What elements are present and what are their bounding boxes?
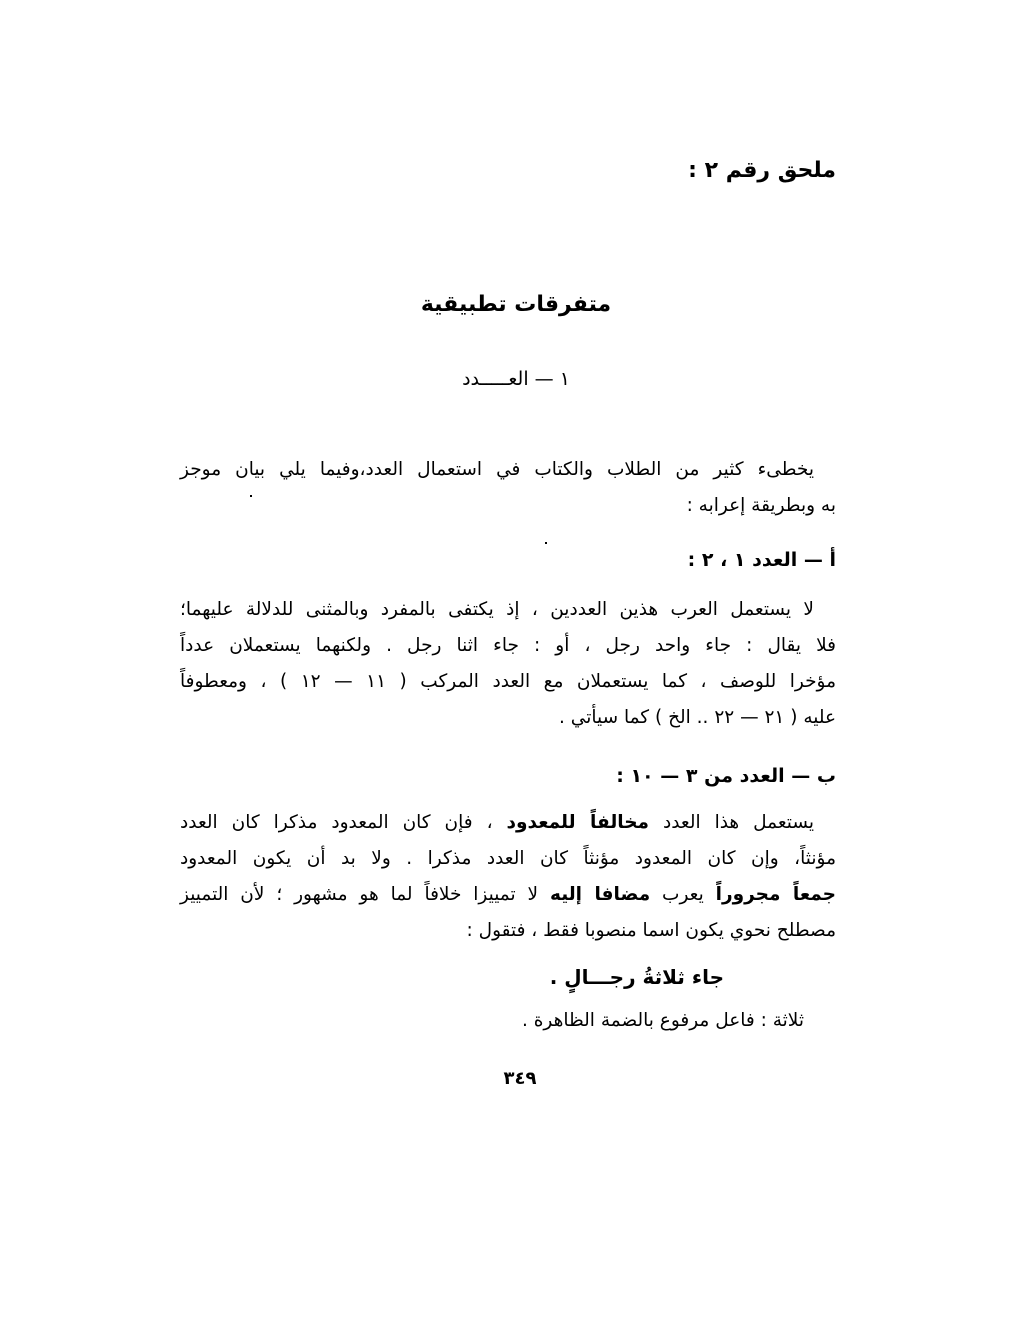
text-line: [180, 452, 836, 488]
scan-speck: [545, 542, 547, 544]
text-line: به وبطريقة إعرابه :: [686, 495, 836, 516]
text-line: مصطلح نحوي يكون اسما منصوبا فقط ، فتقول :: [466, 920, 836, 941]
page-number: ٣٤٩: [503, 1068, 537, 1089]
section-title: ١ — العـــــدد: [462, 368, 570, 390]
example-analysis: ثلاثة : فاعل مرفوع بالضمة الظاهرة .: [521, 1010, 804, 1031]
text-line: مؤنثاً، وإن كان المعدود مؤنثاً كان العدد مذكرا . ولا بد أن يكون المعدود: [180, 848, 836, 869]
text-segment: لا تمييزا خلافاً لما هو مشهور ؛ لأن التمييز: [180, 884, 550, 905]
subsection-a-heading: أ — العدد ١ ، ٢ :: [687, 549, 836, 571]
text-line: [180, 592, 836, 628]
text-line: عليه ( ٢١ — ٢٢ .. الخ ) كما سيأتي .: [559, 707, 836, 728]
bold-term: جمعاً مجروراً: [715, 884, 836, 905]
intro-paragraph: [180, 452, 836, 524]
text-line: [180, 877, 836, 913]
scan-speck: [250, 495, 252, 497]
text-line: مؤخرا للوصف ، كما يستعملان مع العدد المركب ( ١١ — ١٢ ) ، ومعطوفاً: [180, 671, 836, 692]
text-line: [180, 805, 836, 841]
bold-term: مضافا إليه: [549, 884, 651, 905]
text-segment: يعرب: [650, 884, 716, 905]
subsection-b-heading: ب — العدد من ٣ — ١٠ :: [616, 765, 836, 787]
subsection-a-paragraph: [180, 592, 836, 736]
text-line-content: لا يستعمل العرب هذين العددين ، إذ يكتفى بالمفرد وبالمثنى للدلالة عليهما؛: [180, 599, 814, 620]
text-line-content: يخطىء كثير من الطلاب والكتاب في استعمال العدد،وفيما يلي بيان موجز: [180, 459, 814, 480]
main-title: متفرقات تطبيقية: [420, 292, 612, 317]
text-segment: ، فإن كان المعدود مذكرا كان العدد: [180, 812, 507, 833]
example-sentence: جاء ثلاثةُ رجـــالٍ .: [549, 965, 724, 989]
appendix-label: ملحق رقم ٢ :: [688, 158, 836, 183]
text-line: فلا يقال : جاء واحد رجل ، أو : جاء اثنا رجل . ولكنهما يستعملان عدداً: [180, 635, 836, 656]
subsection-b-paragraph: [180, 805, 836, 949]
bold-term: مخالفاً للمعدود: [506, 812, 649, 833]
text-segment: يستعمل هذا العدد: [649, 812, 814, 833]
